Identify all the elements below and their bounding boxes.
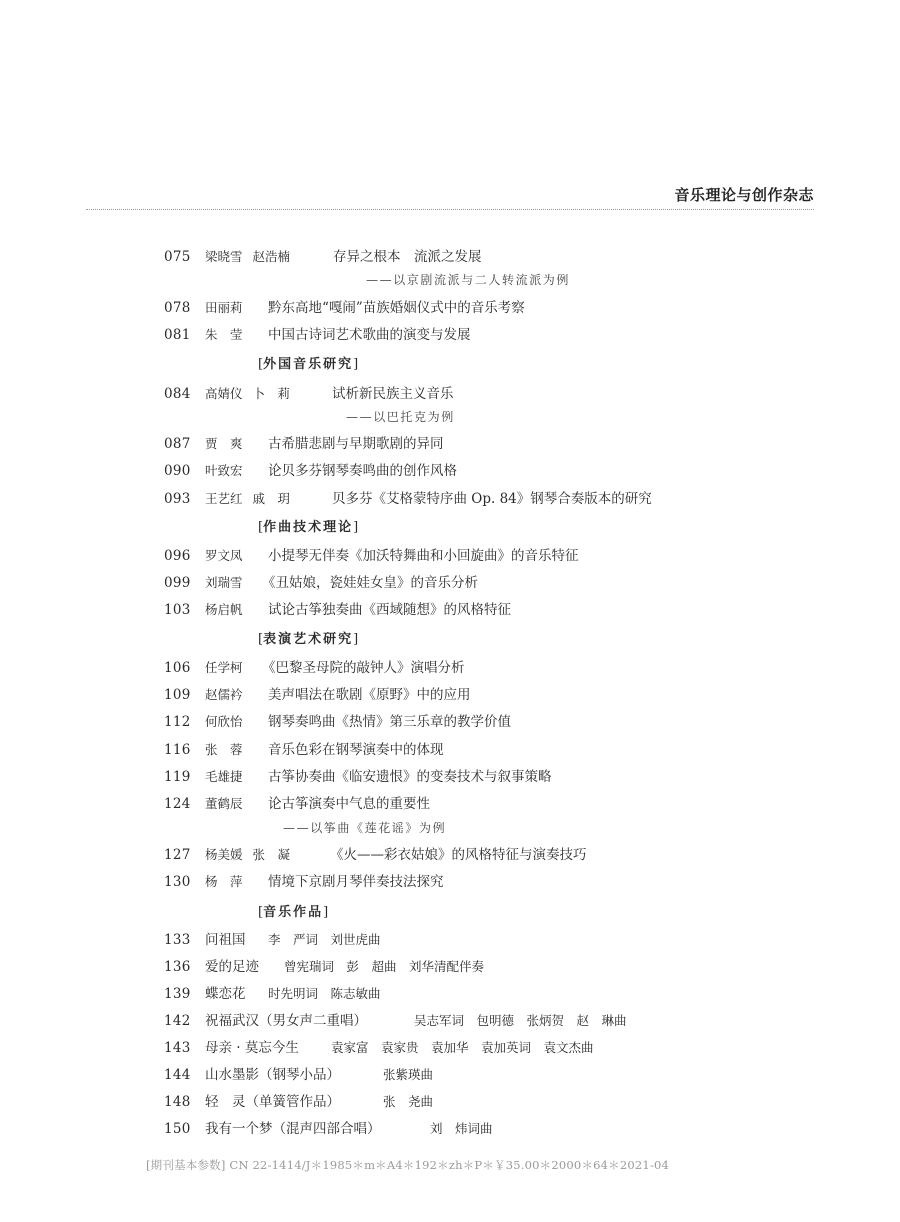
entry-authors: 董鹤辰: [205, 796, 243, 811]
entry-authors: 张 蓉: [205, 742, 243, 757]
entry-authors: 朱 莹: [205, 327, 243, 342]
entry-authors: 杨美媛 张 凝: [205, 847, 290, 862]
page-number: 081: [164, 327, 191, 343]
entry-authors: 毛雄捷: [205, 769, 243, 784]
page-number: 136: [164, 959, 191, 975]
journal-title: 音乐理论与创作杂志: [674, 186, 814, 204]
toc-entry: [0, 434, 900, 454]
entry-authors: 杨 萍: [205, 874, 243, 889]
page-number: 096: [164, 548, 191, 564]
toc-entry: [0, 298, 900, 318]
toc-entry: [0, 384, 900, 404]
entry-authors: 罗文凤: [205, 548, 243, 563]
entry-title: 试论古筝独奏曲《西域随想》的风格特征: [268, 602, 511, 618]
toc-entry: [0, 573, 900, 593]
toc-entry: [0, 1092, 900, 1112]
section-heading: [外国音乐研究]: [258, 357, 359, 372]
section-title: 外国音乐研究: [263, 357, 354, 372]
entry-credits: 袁家富 袁家贵 袁加华 袁加英词 袁文杰曲: [331, 1040, 594, 1055]
page-number: 133: [164, 932, 191, 948]
entry-title: 情境下京剧月琴伴奏技法探究: [268, 874, 444, 890]
entry-title: 存异之根本 流派之发展: [333, 249, 482, 265]
page-number: 119: [164, 769, 191, 785]
section-title: 音乐作品: [263, 905, 324, 920]
section-heading: [音乐作品]: [258, 905, 329, 920]
entry-authors: 杨启帆: [205, 602, 243, 617]
toc-entry: [0, 794, 900, 814]
toc-entry: [0, 984, 900, 1004]
toc-entry: [0, 872, 900, 892]
entry-authors: 田丽莉: [205, 300, 243, 315]
entry-title: 贝多芬《艾格蒙特序曲 Op. 84》钢琴合奏版本的研究: [332, 491, 652, 507]
toc-entry: [0, 489, 900, 509]
entry-title: 我有一个梦（混声四部合唱）: [205, 1121, 381, 1137]
entry-title: 美声唱法在歌剧《原野》中的应用: [268, 687, 471, 703]
toc-entry: [0, 600, 900, 620]
entry-credits: 时先明词 陈志敏曲: [268, 986, 381, 1001]
entry-authors: 贾 爽: [205, 436, 243, 451]
entry-title: 山水墨影（钢琴小品）: [205, 1067, 340, 1083]
journal-parameters-footer: [期刊基本参数] CN 22-1414/J＊1985＊m＊A4＊192＊zh＊P＊￥35.00＊2000＊64＊2021-04: [146, 1158, 670, 1172]
entry-authors: 王艺红 戚 玥: [205, 491, 290, 506]
entry-subtitle: ——以巴托克为例: [346, 410, 455, 424]
entry-title: 《巴黎圣母院的敲钟人》演唱分析: [262, 660, 465, 676]
entry-title: 钢琴奏鸣曲《热情》第三乐章的教学价值: [268, 714, 511, 730]
toc-entry: [0, 1065, 900, 1085]
page-number: 103: [164, 602, 191, 618]
page-number: 084: [164, 386, 191, 402]
entry-authors: 刘瑞雪: [205, 575, 243, 590]
toc-entry: [0, 461, 900, 481]
toc-entry: [0, 325, 900, 345]
entry-title: 古筝协奏曲《临安遗恨》的变奏技术与叙事策略: [268, 769, 552, 785]
entry-title: 《丑姑娘，瓷娃娃女皇》的音乐分析: [262, 575, 478, 591]
entry-authors: 任学柯: [205, 660, 243, 675]
entry-title: 问祖国: [205, 932, 246, 948]
page-number: 127: [164, 847, 191, 863]
entry-title: 论贝多芬钢琴奏鸣曲的创作风格: [268, 463, 457, 479]
section-heading: [表演艺术研究]: [258, 632, 359, 647]
toc-entry: [0, 546, 900, 566]
toc-entry: [0, 740, 900, 760]
entry-title: 古希腊悲剧与早期歌剧的异同: [268, 436, 444, 452]
toc-entry: [0, 767, 900, 787]
header-divider: [86, 209, 814, 210]
entry-title: 爱的足迹: [205, 959, 259, 975]
page-number: 078: [164, 300, 191, 316]
entry-title: 试析新民族主义音乐: [332, 386, 454, 402]
page-number: 139: [164, 986, 191, 1002]
page-number: 075: [164, 249, 191, 265]
toc-entry: [0, 658, 900, 678]
entry-title: 中国古诗词艺术歌曲的演变与发展: [268, 327, 471, 343]
toc-entry: [0, 845, 900, 865]
page-number: 143: [164, 1040, 191, 1056]
entry-title: 《火——彩衣姑娘》的风格特征与演奏技巧: [330, 847, 587, 863]
entry-title: 轻 灵（单簧管作品）: [205, 1094, 340, 1110]
page-number: 116: [164, 742, 191, 758]
page-number: 087: [164, 436, 191, 452]
page-number: 099: [164, 575, 191, 591]
toc-entry: [0, 1119, 900, 1139]
entry-credits: 曾宪瑞词 彭 超曲 刘华清配伴奏: [284, 959, 485, 974]
entry-title: 音乐色彩在钢琴演奏中的体现: [268, 742, 444, 758]
toc-entry: [0, 1011, 900, 1031]
entry-credits: 张 尧曲: [383, 1094, 434, 1109]
entry-authors: 赵儒衿: [205, 687, 243, 702]
page-number: 130: [164, 874, 191, 890]
page-number: 093: [164, 491, 191, 507]
section-title: 表演艺术研究: [263, 632, 354, 647]
entry-authors: 叶致宏: [205, 463, 243, 478]
page-number: 106: [164, 660, 191, 676]
entry-credits: 李 严词 刘世虎曲: [268, 932, 381, 947]
section-title: 作曲技术理论: [263, 520, 354, 535]
toc-entry: [0, 930, 900, 950]
entry-subtitle: ——以京剧流派与二人转流派为例: [366, 273, 571, 287]
page-number: 150: [164, 1121, 191, 1137]
page-number: 109: [164, 687, 191, 703]
entry-authors: 何欣怡: [205, 714, 243, 729]
toc-entry: [0, 957, 900, 977]
toc-entry: [0, 247, 900, 267]
entry-title: 祝福武汉（男女声二重唱）: [205, 1013, 367, 1029]
entry-credits: 刘 炜词曲: [430, 1121, 493, 1136]
entry-title: 论古筝演奏中气息的重要性: [268, 796, 430, 812]
page-number: 124: [164, 796, 191, 812]
entry-title: 母亲 · 莫忘今生: [205, 1040, 299, 1056]
page-number: 144: [164, 1067, 191, 1083]
section-heading: [作曲技术理论]: [258, 520, 359, 535]
entry-authors: 高婧仪 卜 莉: [205, 386, 290, 401]
entry-title: 小提琴无伴奏《加沃特舞曲和小回旋曲》的音乐特征: [268, 548, 579, 564]
entry-title: 黔东高地“嘎闹”苗族婚姻仪式中的音乐考察: [268, 300, 525, 316]
page-number: 148: [164, 1094, 191, 1110]
entry-credits: 张紫瑛曲: [383, 1067, 434, 1082]
entry-subtitle: ——以筝曲《莲花谣》为例: [283, 821, 447, 835]
page-number: 090: [164, 463, 191, 479]
toc-entry: [0, 712, 900, 732]
toc-entry: [0, 685, 900, 705]
page-number: 142: [164, 1013, 191, 1029]
entry-authors: 梁晓雪 赵浩楠: [205, 249, 290, 264]
page-number: 112: [164, 714, 191, 730]
entry-title: 蝶恋花: [205, 986, 246, 1002]
entry-credits: 吴志军词 包明德 张炳贺 赵 琳曲: [414, 1013, 627, 1028]
toc-entry: [0, 1038, 900, 1058]
